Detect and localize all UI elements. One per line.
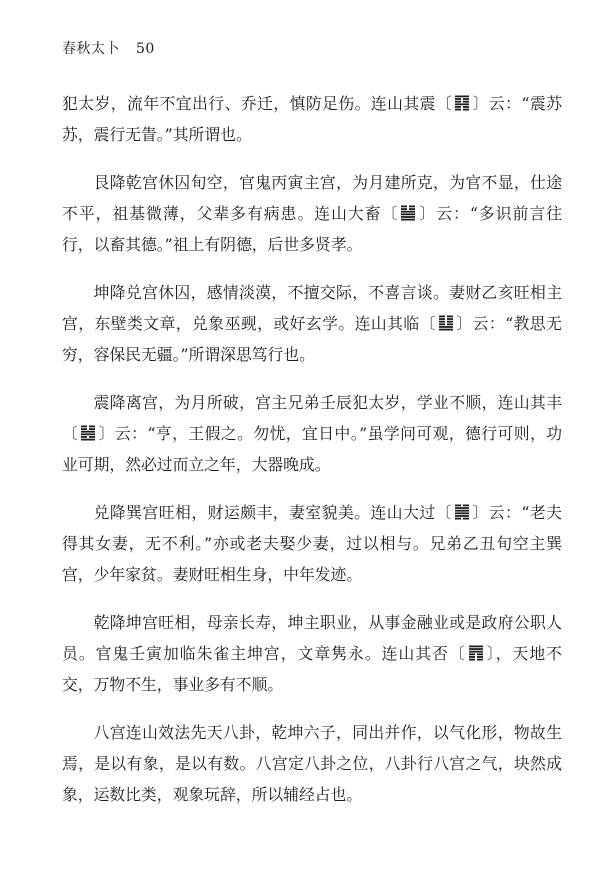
paragraph-text: 〕云：“震苏苏，震行无眚。”其所谓也。: [62, 94, 562, 144]
book-title: 春秋太卜: [62, 41, 120, 57]
hexagram-da-chu-icon: [400, 205, 416, 221]
paragraph-text: 犯太岁，流年不宜出行、乔迁，慎防足伤。连山其震〔: [62, 94, 453, 113]
hexagram-zhen-icon: [454, 95, 470, 111]
paragraph-text: 坤降兑宫休囚，感情淡漠，不擅交际，不喜言谈。妻财乙亥旺相主宫，东壁类文章，兑象巫觋，或好玄学。连山其临〔: [62, 283, 562, 333]
running-header: [62, 38, 155, 58]
paragraph: [62, 717, 562, 810]
paragraph-text: 〕云：“多识前言往行，以畜其德。”祖上有阴德，后世多贤孝。: [62, 204, 562, 254]
paragraph-text: 兑降巽宫旺相，财运颇丰，妻室貌美。连山大过〔: [93, 503, 452, 522]
paragraph: [62, 607, 562, 700]
paragraph-text: 八宫连山效法先天八卦，乾坤六子，同出并作，以气化形，物故生焉，是以有象，是以有数。八宫定八卦之位，八卦行八宫之气，块然成象，运数比类，观象玩辞，所以辅经占也。: [62, 723, 562, 804]
paragraph: [62, 88, 562, 150]
hexagram-lin-icon: [438, 315, 454, 331]
paragraph: [62, 497, 562, 590]
paragraph-text: 艮降乾宫休囚旬空，官鬼丙寅主宫，为月建所克，为官不显，仕途不平，祖基微薄，父辈多有病患。连山大畜〔: [62, 173, 562, 223]
hexagram-feng-icon: [80, 425, 96, 441]
hexagram-da-guo-icon: [454, 504, 470, 520]
paragraph-text: 〕云：“教思无穷，容保民无疆。”所谓深思笃行也。: [62, 314, 562, 364]
hexagram-pi-icon: [468, 645, 484, 661]
paragraph-text: 乾降坤宫旺相，母亲长寿，坤主职业，从事金融业或是政府公职人员。官鬼壬寅加临朱雀主坤宫，文章隽永。连山其否〔: [62, 613, 562, 663]
paragraph-text: 〕云：“老夫得其女妻，无不利。”亦或老夫娶少妻，过以相与。兄弟乙丑旬空主巽宫，少年家贫。妻财旺相生身，中年发迹。: [62, 503, 562, 584]
paragraph-text: 〕，天地不交，万物不生，事业多有不顺。: [62, 644, 562, 694]
body-text: [62, 88, 562, 827]
paragraph-text: 〕云：“亨，王假之。勿忧，宜日中。”虽学问可观，德行可则，功业可期，然必过而立之年，大器晚成。: [62, 424, 562, 474]
paragraph: [62, 387, 562, 480]
paragraph-text: 震降离宫，为月所破，宫主兄弟壬辰犯太岁，学业不顺，连山其丰〔: [62, 393, 562, 443]
page-number: 50: [136, 41, 155, 57]
paragraph: [62, 277, 562, 370]
paragraph: [62, 167, 562, 260]
